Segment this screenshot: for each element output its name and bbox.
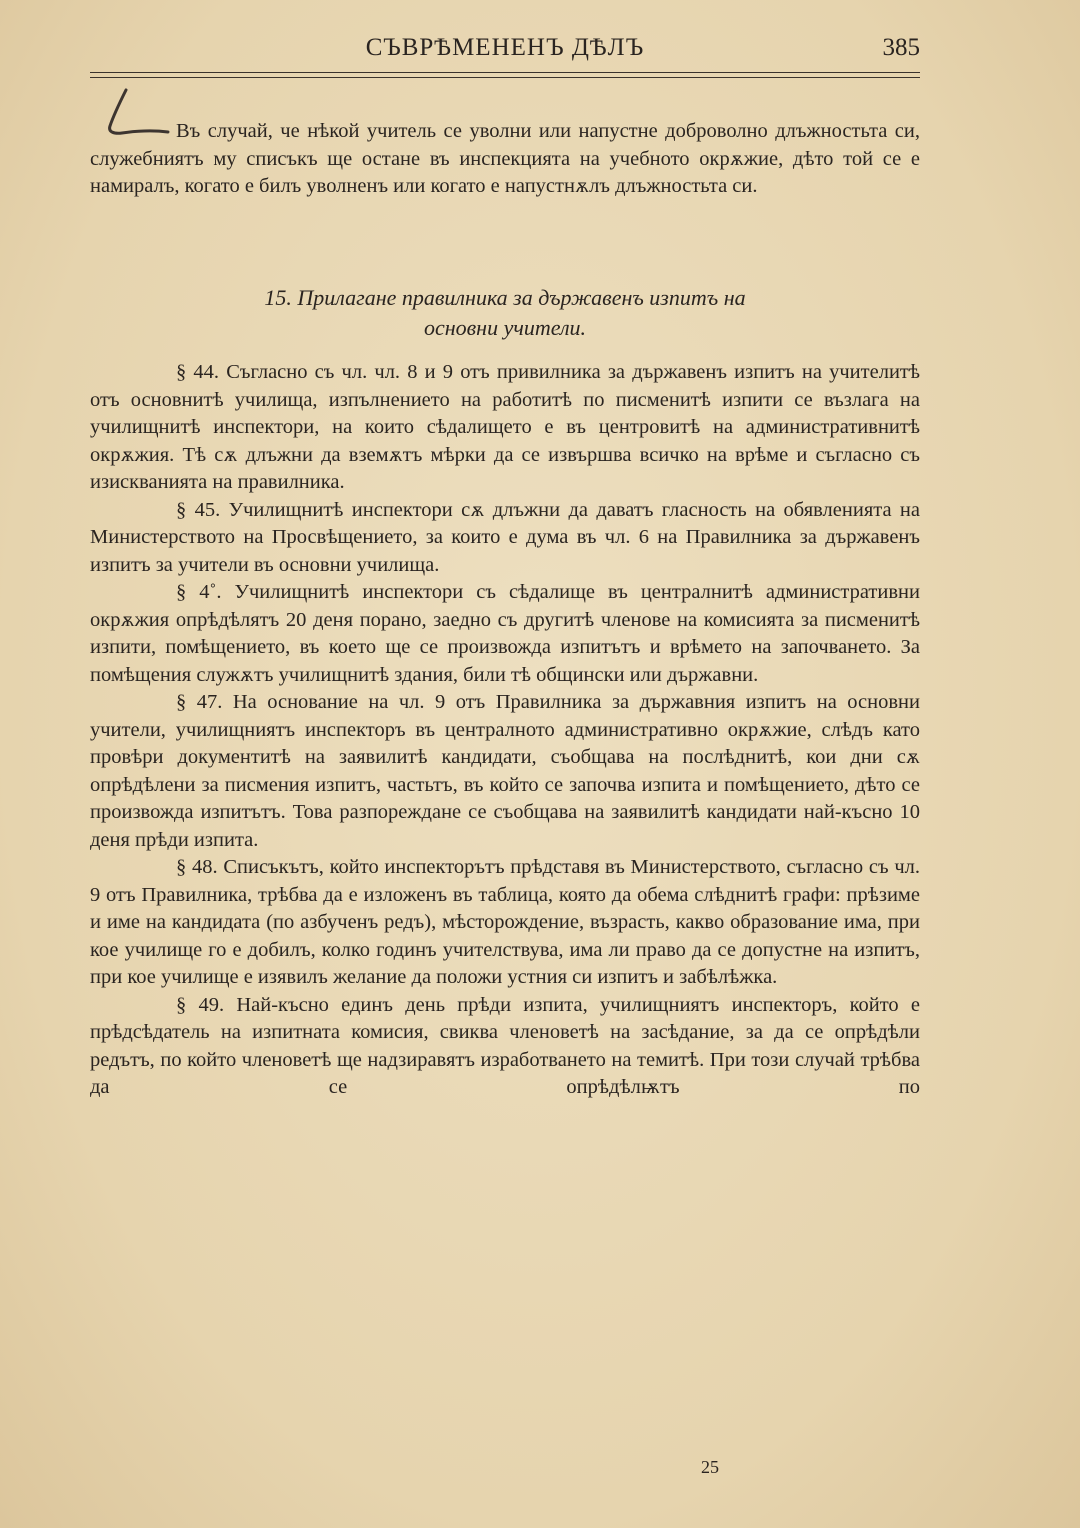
signature-mark: 25 xyxy=(701,1457,719,1477)
section-heading xyxy=(90,283,920,343)
section-heading-line-2: основни учители. xyxy=(423,315,587,340)
body-text xyxy=(90,359,920,1102)
paragraph-44: § 44. Съгласно съ чл. чл. 8 и 9 отъ привилника за държавенъ изпитъ на учителитѣ отъ основнитѣ училища, изпълнението на работитѣ по писменитѣ изпити се възлага на училищнитѣ инспектори, на които сѣдалището е въ центровитѣ на административнитѣ окрѫжия. Тѣ сѫ длъжни да вземѫтъ мѣрки да се извършва всичко на врѣме и съгласно съ изискванията на правилника. xyxy=(90,361,920,493)
paragraph-49: § 49. Най-късно единъ день прѣди изпита, училищниятъ инспекторъ, който е прѣдсѣдатель на изпитната комисия, свиква членоветѣ на засѣдание, за да се опрѣдѣли редътъ, по който членоветѣ ще надзиравятъ изработването на темитѣ. При този случай трѣбва да се опрѣдѣлѭтъ по xyxy=(90,993,920,1098)
section-heading-line-1: 15. Прилагане правилника за държавенъ изпитъ на xyxy=(264,285,746,310)
paragraph-46: § 4˚. Училищнитѣ инспектори съ сѣдалище въ централнитѣ административни окрѫжия опрѣдѣлятъ 20 деня порано, заедно съ другитѣ членове на комисията за писменитѣ изпити, помѣщението, въ което ще се произвожда изпитътъ и врѣмето на започването. За помѣщения служѫтъ училищнитѣ здания, били тѣ общински или държавни. xyxy=(90,581,920,686)
page-number: 385 xyxy=(882,34,920,61)
header-rule-bottom xyxy=(90,77,920,78)
opening-paragraph: Въ случай, че нѣкой учитель се уволни или напустне доброволно длъжностьта си, служебниятъ му списъкъ ще остане въ инспекцията на учебното окрѫжие, дѣто той се е намиралъ, когато е билъ уволненъ или когато е напустнѫлъ длъжностьта си. xyxy=(90,120,920,197)
opening-paragraph-block xyxy=(90,118,920,201)
running-title: СЪВРѢМЕНЕНЪ ДѢЛЪ xyxy=(365,34,645,61)
page-header xyxy=(90,30,920,70)
paragraph-45: § 45. Училищнитѣ инспектори сѫ длъжни да даватъ гласность на обявленията на Министерството на Просвѣщението, за които е дума въ чл. 6 на Правилника за държавенъ изпитъ за учители въ основни училища. xyxy=(90,498,920,576)
paragraph-48: § 48. Списъкътъ, който инспекторътъ прѣдставя въ Министерството, съгласно съ чл. 9 отъ Правилника, трѣбва да е изложенъ въ таблица, която да обема слѣднитѣ графи: прѣзиме и име на кандидата (по азбученъ редъ), мѣсторождение, възрасть, какво образование има, при кое училище го е добилъ, колко годинъ учителствува, има ли право да се допустне на изпитъ, при кое училище е изявилъ желание да положи устния си изпитъ и забѣлѣжка. xyxy=(90,856,920,988)
header-rule-top xyxy=(90,72,920,73)
paragraph-47: § 47. На основание на чл. 9 отъ Правилника за държавния изпитъ на основни учители, училищниятъ инспекторъ въ централното административно окрѫжие, слѣдъ като провѣри документитѣ на заявилитѣ кандидати, съобщава на послѣднитѣ, кои дни сѫ опрѣдѣлени за писмения изпитъ, частьтъ, въ който се започва изпита и помѣщението, дѣто се произвожда изпитътъ. Това разпореждане се съобщава на заявилитѣ кандидати най-късно 10 деня прѣди изпита. xyxy=(90,691,920,851)
